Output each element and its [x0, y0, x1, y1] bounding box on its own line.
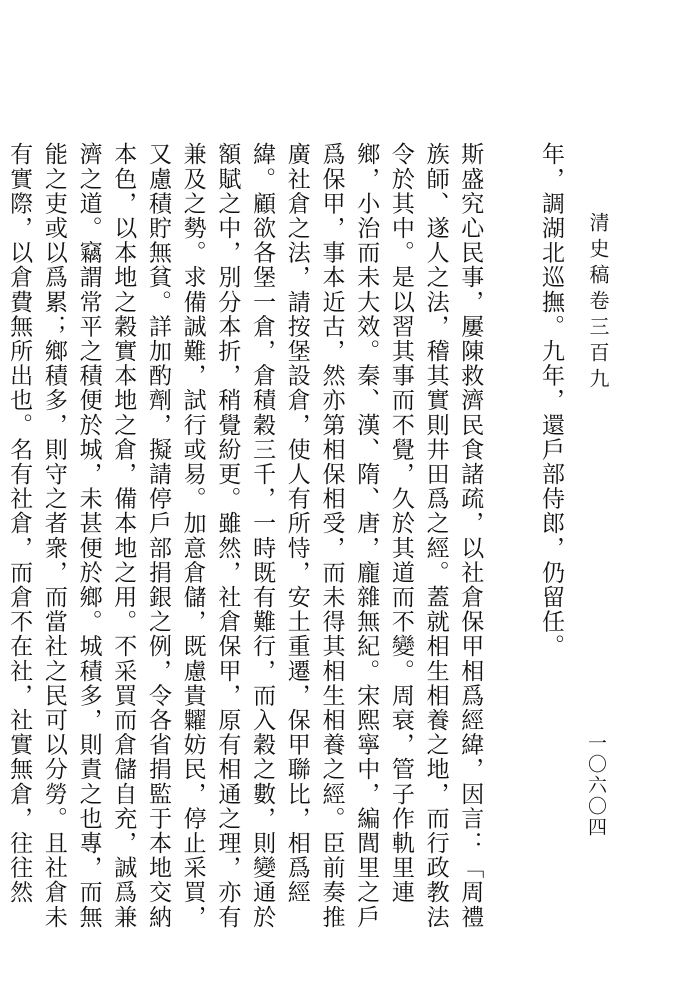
running-head: 清史稿卷三百九 — [586, 212, 610, 394]
body-text — [6, 142, 568, 952]
paragraph: 斯盛究心民事，屢陳救濟民食諸疏，以社倉保甲相爲經緯，因言：「周禮族師、遂人之法，稽其實則井田爲之經。蓋就相生相養之地，而行政教法令於其中。是以習其事而不覺，久於其道而不變。周衰，管子作軌里連鄉，小治而未大效。秦、漢、隋、唐，龐雜無紀。宋熙寧中，編閭里之戶爲保甲，事本近古，然亦第相保相受，而未得其相生相養之經。臣前奏推廣社倉之法，請按堡設倉，使人有所恃，安土重遷，保甲聯比，相爲經緯。顧欲各堡一倉，倉積穀三千，一時既有難行，而入穀之數，則變通於額賦之中，別分本折，稍覺紛更。雖然，社倉保甲，原有相通之理，亦有兼及之勢。求備誠難，試行或易。加意倉儲，既慮貴糶妨民，停止采買，又慮積貯無貧。詳加酌劑，擬請停戶部捐銀之例，令各省捐監于本地交納本色，以本地之穀實本地之倉，備本地之用。不采買而倉儲自充，誠爲兼濟之道。竊謂常平之積便於城，未甚便於鄉。城積多，則責之也專，而無能之吏或以爲累；鄉積多，則守之者衆，而當社之民可以分勞。且社倉未有實際，以倉費無所出也。名有社倉，而倉不在社，社實無倉，往往然 — [6, 142, 484, 930]
paragraph: 年，調湖北巡撫。九年，還戶部侍郎，仍留任。 — [538, 142, 564, 659]
page-number: 一〇六〇四 — [585, 733, 607, 838]
